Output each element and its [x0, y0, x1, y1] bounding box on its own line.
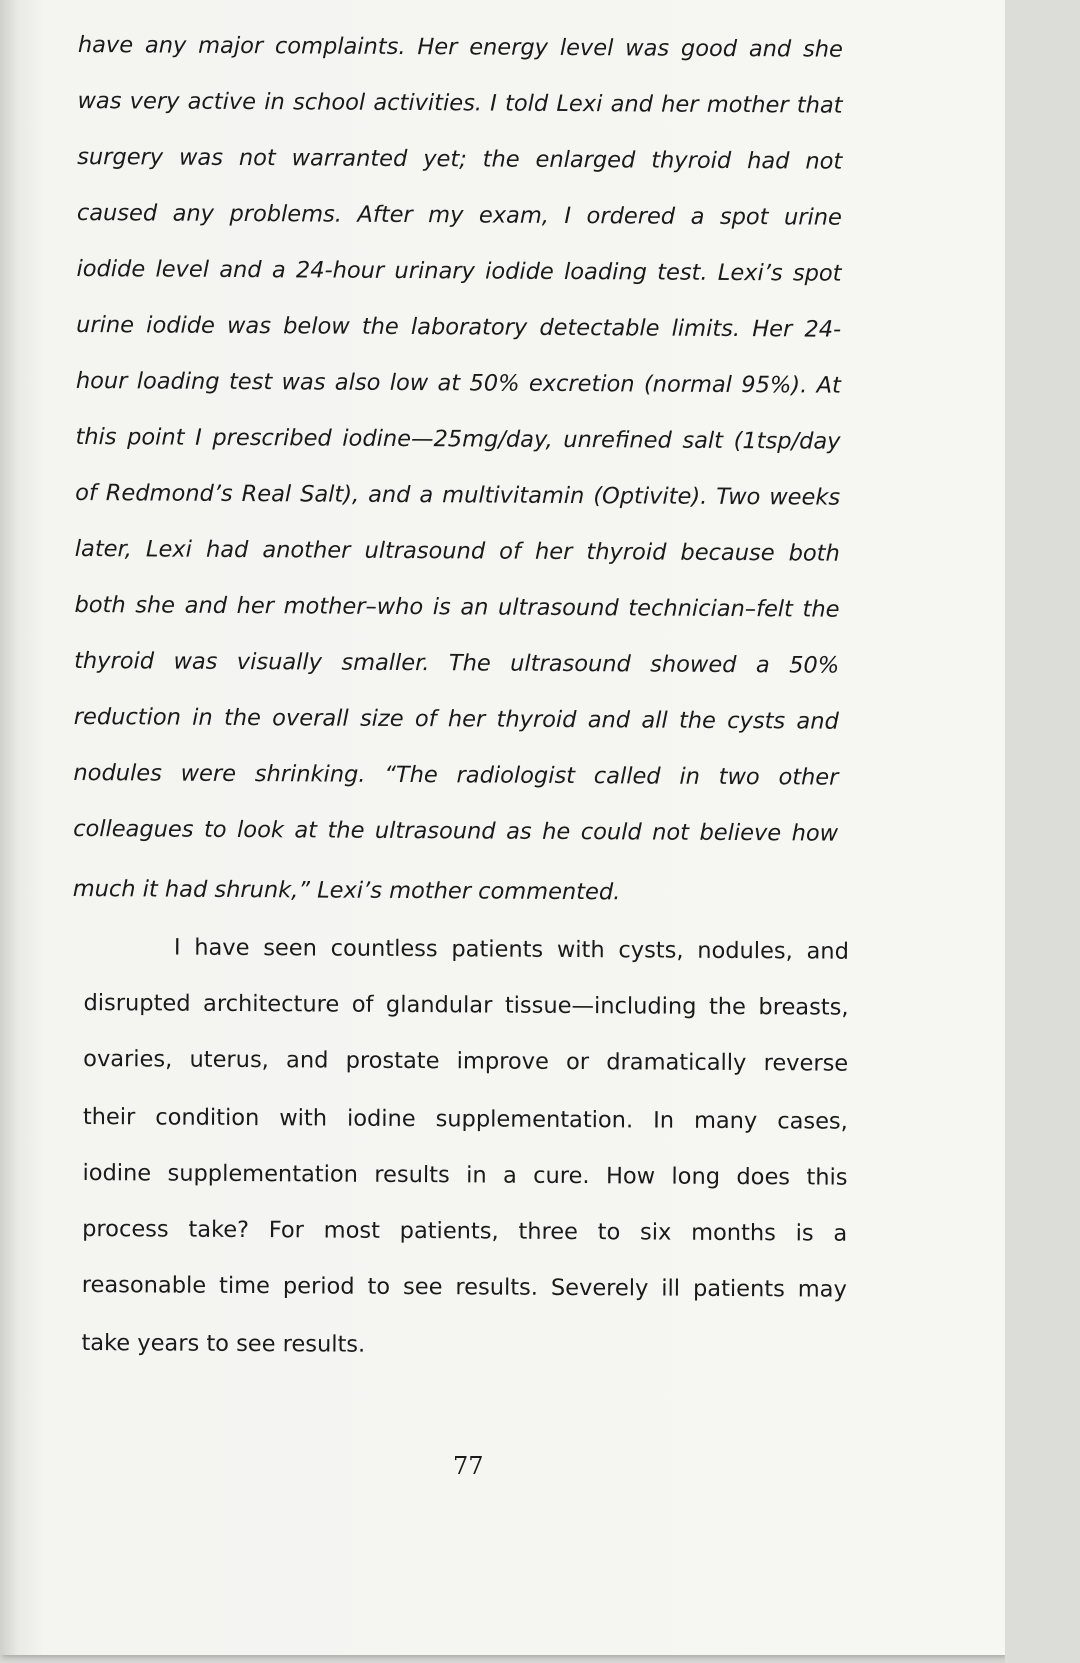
text-line: later, Lexi had another ultrasound of her thyroid because both: [74, 535, 840, 567]
text-line: disrupted architecture of glandular tissue—including the breasts,: [83, 989, 849, 1021]
text-line: ovaries, uterus, and prostate improve or dramatically reverse: [83, 1045, 849, 1077]
text-line: surgery was not warranted yet; the enlarged thyroid had not: [77, 143, 843, 175]
text-line: colleagues to look at the ultrasound as he could not believe how: [73, 815, 839, 847]
text-line: nodules were shrinking. “The radiologist called in two other: [73, 759, 839, 791]
text-line: process take? For most patients, three to six months is a: [82, 1215, 848, 1247]
text-line: much it had shrunk,” Lexi’s mother commented.: [72, 875, 621, 906]
text-line: I have seen countless patients with cysts, nodules, and: [173, 934, 849, 965]
text-line: their condition with iodine supplementation. In many cases,: [82, 1103, 848, 1135]
text-line: thyroid was visually smaller. The ultrasound showed a 50%: [74, 647, 840, 679]
background-edge: [1005, 0, 1080, 1663]
text-line: this point I prescribed iodine—25mg/day, unrefined salt (1tsp/day: [75, 423, 841, 455]
text-line: was very active in school activities. I told Lexi and her mother that: [77, 87, 843, 119]
text-line: iodine supplementation results in a cure. How long does this: [82, 1159, 848, 1191]
text-line: urine iodide was below the laboratory detectable limits. Her 24-: [76, 311, 842, 343]
text-line: hour loading test was also low at 50% excretion (normal 95%). At: [75, 367, 841, 399]
text-line: take years to see results.: [81, 1329, 366, 1358]
text-line: have any major complaints. Her energy level was good and she: [77, 31, 843, 63]
text-line: of Redmond’s Real Salt), and a multivitamin (Optivite). Two weeks: [75, 479, 841, 511]
text-line: iodide level and a 24-hour urinary iodide loading test. Lexi’s spot: [76, 255, 842, 287]
page-number: 77: [453, 1452, 484, 1480]
text-line: caused any problems. After my exam, I ordered a spot urine: [76, 199, 842, 231]
text-line: reduction in the overall size of her thyroid and all the cysts and: [73, 703, 839, 735]
text-line: reasonable time period to see results. Severely ill patients may: [81, 1271, 847, 1303]
text-line: both she and her mother–who is an ultrasound technician–felt the: [74, 591, 840, 623]
